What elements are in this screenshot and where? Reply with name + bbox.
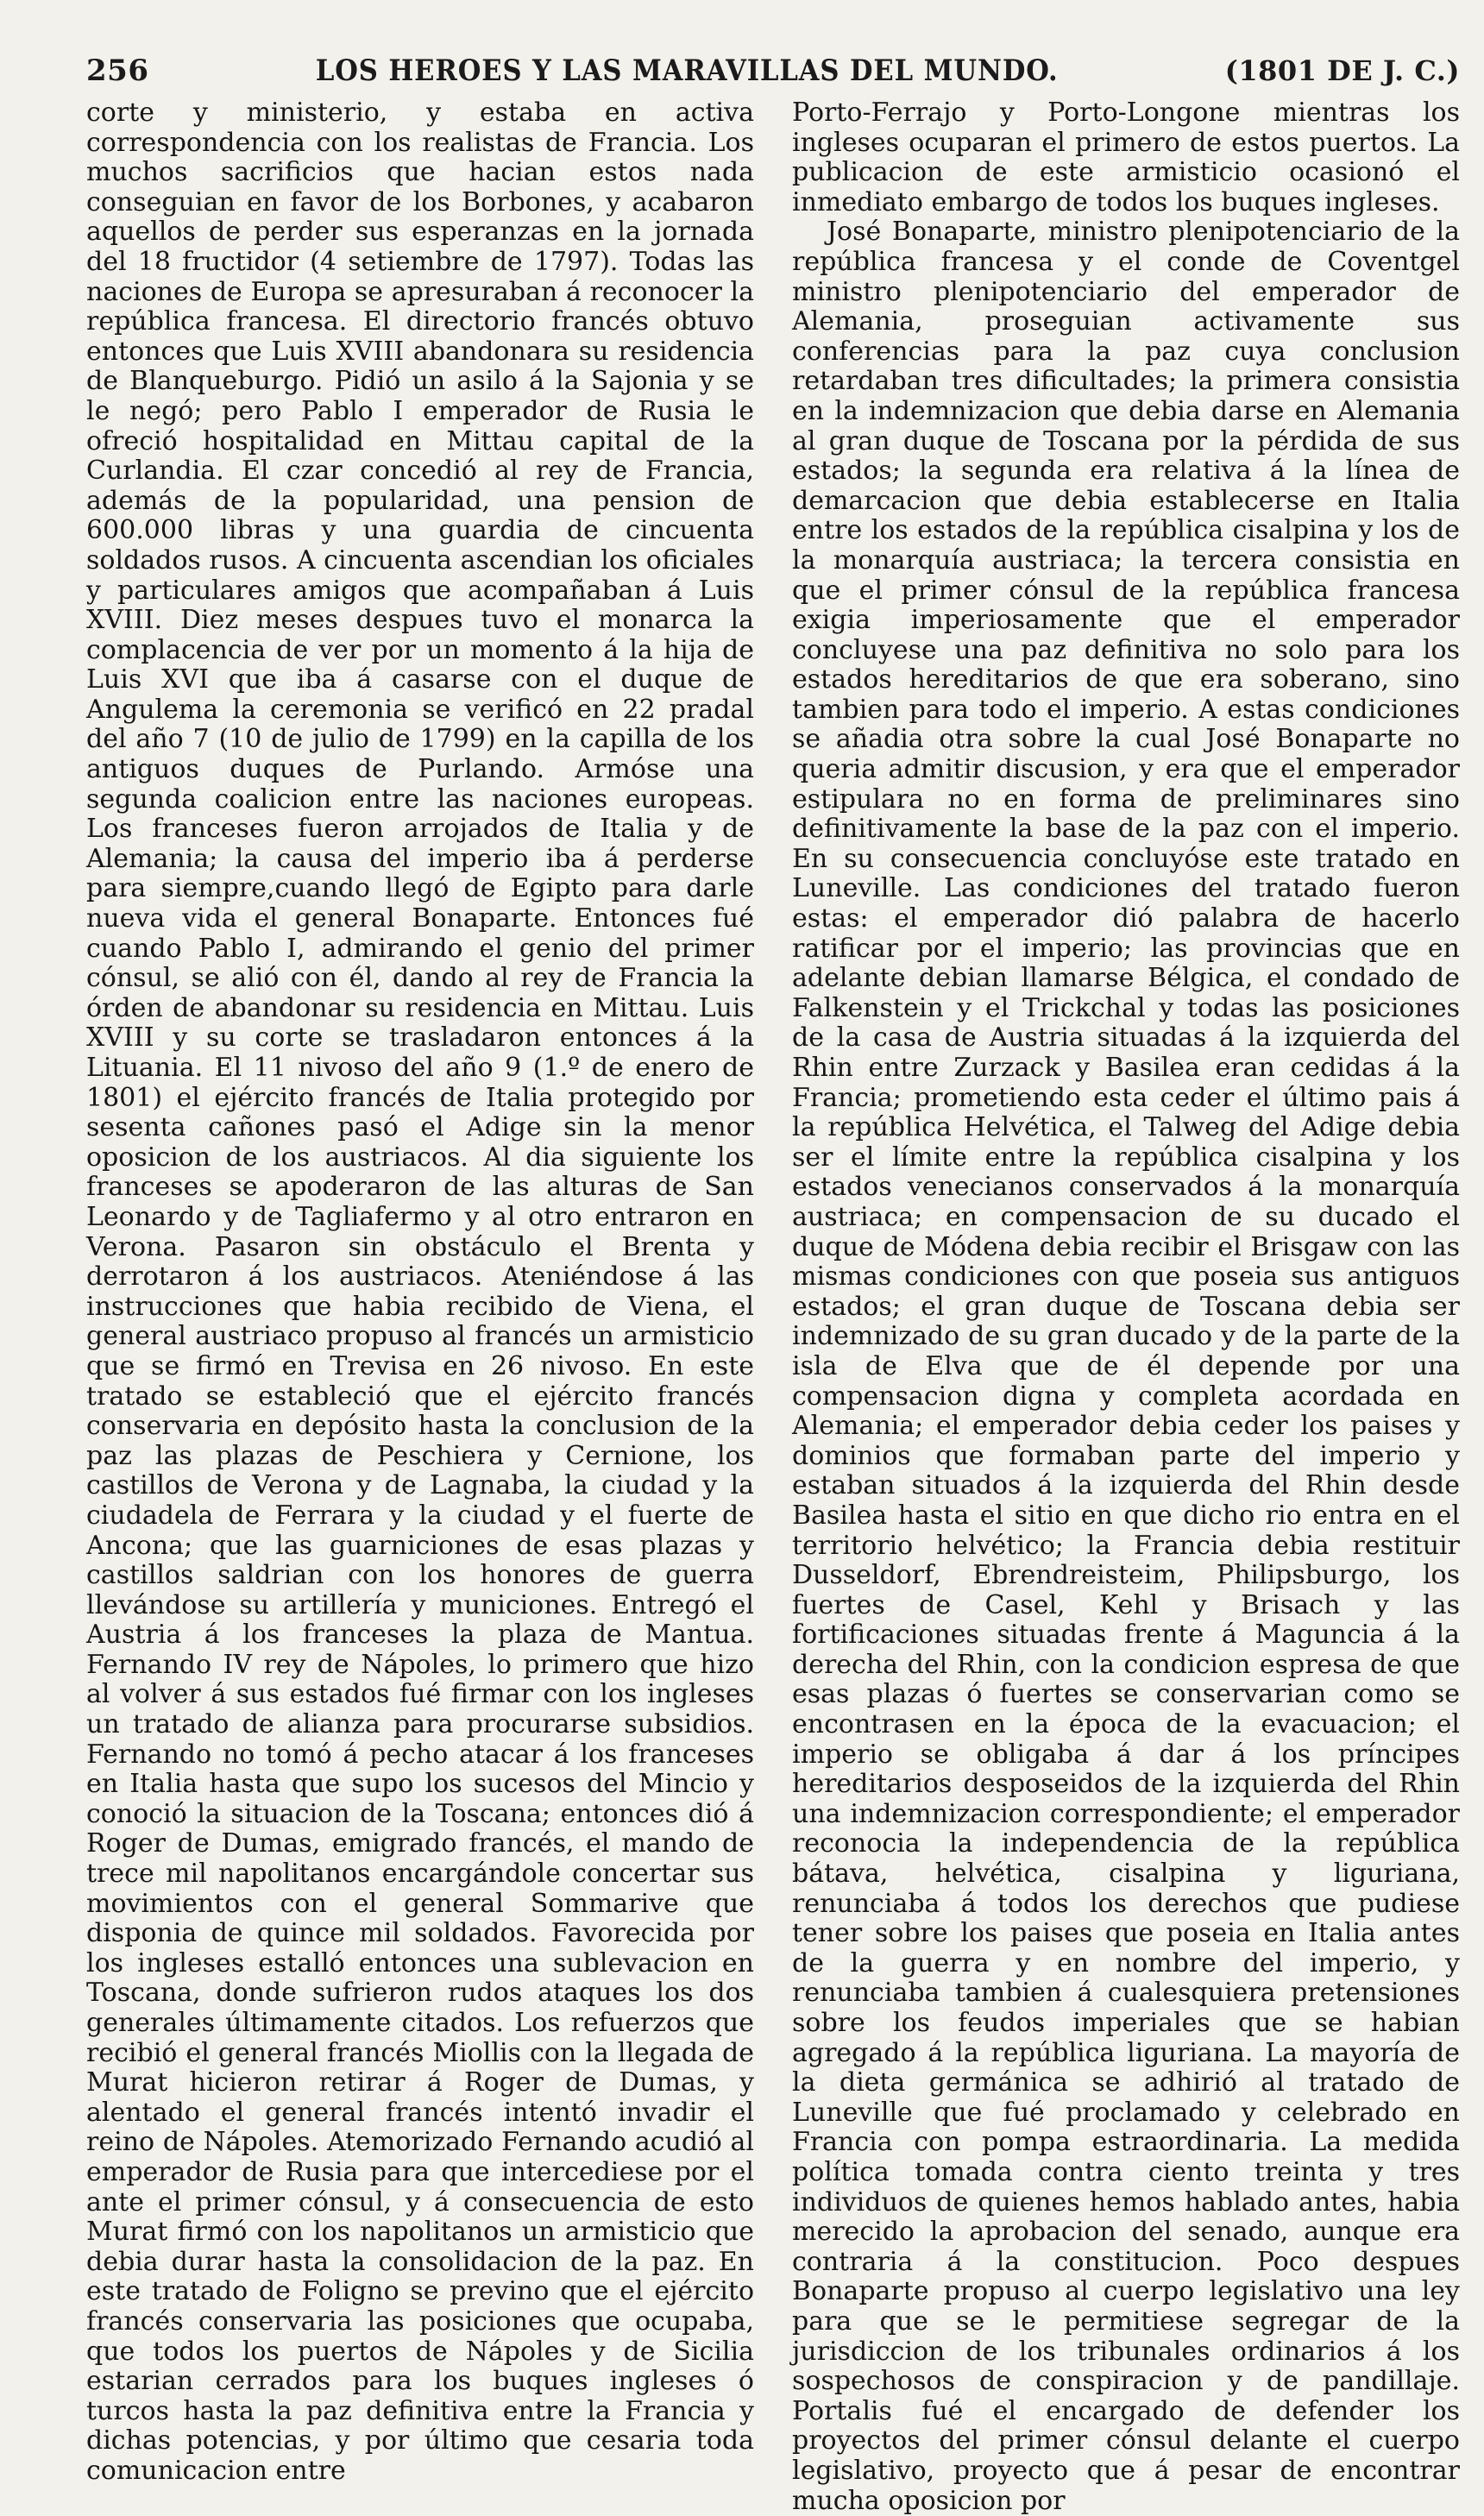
page-header bbox=[86, 53, 1460, 91]
paragraph: corte y ministerio, y estaba en activa correspondencia con los realistas de Francia. Los muchos sacrificios que hacian estos nada conseguian en favor de los Borbones, y acabaron aquellos de perder sus esperanzas en la jornada del 18 fructidor (4 setiembre de 1797). Todas las naciones de Europa se apresuraban á reconocer la república francesa. El directorio francés obtuvo entonces que Luis XVIII abandonara su residencia de Blanqueburgo. Pidió un asilo á la Sajonia y se le negó; pero Pablo I emperador de Rusia le ofreció hospitalidad en Mittau capital de la Curlandia. El czar concedió al rey de Francia, además de la popularidad, una pension de 600.000 libras y una guardia de cincuenta soldados rusos. A cincuenta ascendian los oficiales y particulares amigos que acompañaban á Luis XVIII. Diez meses despues tuvo el monarca la complacencia de ver por un momento á la hija de Luis XVI que iba á casarse con el duque de Angulema la ceremonia se verificó en 22 pradal del año 7 (10 de julio de 1799) en la capilla de los antiguos duques de Purlando. Armóse una segunda coalicion entre las naciones europeas. Los franceses fueron arrojados de Italia y de Alemania; la causa del imperio iba á perderse para siempre,cuando llegó de Egipto para darle nueva vida el general Bonaparte. Entonces fué cuando Pablo I, admirando el genio del primer cónsul, se alió con él, dando al rey de Francia la órden de abandonar su residencia en Mittau. Luis XVIII y su corte se trasladaron entonces á la Lituania. El 11 nivoso del año 9 (1.º de enero de 1801) el ejército francés de Italia protegido por sesenta cañones pasó el Adige sin la menor oposicion de los austriacos. Al dia siguiente los franceses se apoderaron de las alturas de San Leonardo y de Tagliafermo y al otro entraron en Verona. Pasaron sin obstáculo el Brenta y derrotaron á los austriacos. Ateniéndose á las instrucciones que habia recibido de Viena, el general austriaco propuso al francés un armisticio que se firmó en Trevisa en 26 nivoso. En este tratado se estableció que el ejército francés conservaria en depósito hasta la conclusion de la paz las plazas de Peschiera y Cernione, los castillos de Verona y de Lagnaba, la ciudad y la ciudadela de Ferrara y la ciudad y el fuerte de Ancona; que las guarniciones de esas plazas y castillos saldrian con los honores de guerra llevándose su artillería y municiones. Entregó el Austria á los franceses la plaza de Mantua. Fernando IV rey de Nápoles, lo primero que hizo al volver á sus estados fué firmar con los ingleses un tratado de alianza para procurarse subsidios. Fernando no tomó á pecho atacar á los franceses en Italia hasta que supo los sucesos del Mincio y conoció la situacion de la Toscana; entonces dió á Roger de Dumas, emigrado francés, el mando de trece mil napolitanos encargándole concertar sus movimientos con el general Sommarive que disponia de quince mil soldados. Favorecida por los ingleses estalló entonces una sublevacion en Toscana, donde sufrieron rudos ataques los dos generales últimamente citados. Los refuerzos que recibió el general francés Miollis con la llegada de Murat hicieron retirar á Roger de Dumas, y alentado el general francés intentó invadir el reino de Nápoles. Atemorizado Fernando acudió al emperador de Rusia para que intercediese por el ante el primer cónsul, y á consecuencia de esto Murat firmó con los napolitanos un armisticio que debia durar hasta la consolidacion de la paz. En este tratado de Foligno se previno que el ejército francés conservaria las posiciones que ocupaba, que todos los puertos de Nápoles y de Sicilia estarian cerrados para los buques ingleses ó turcos hasta la paz definitiva entre la Francia y dichas potencias, y por último que cesaria toda comunicacion entre bbox=[86, 97, 754, 2486]
page-number: 256 bbox=[86, 53, 149, 88]
paragraph: José Bonaparte, ministro plenipotenciario de la república francesa y el conde de Coventgel ministro plenipotenciario del emperador de Alemania, proseguian activamente sus conferencias para la paz cuya conclusion retardaban tres dificultades; la primera consistia en la indemnizacion que debia darse en Alemania al gran duque de Toscana por la pérdida de sus estados; la segunda era relativa á la línea de demarcacion que debia establecerse en Italia entre los estados de la república cisalpina y los de la monarquía austriaca; la tercera consistia en que el primer cónsul de la república francesa exigia imperiosamente que el emperador concluyese una paz definitiva no solo para los estados hereditarios de que era soberano, sino tambien para todo el imperio. A estas condiciones se añadia otra sobre la cual José Bonaparte no queria admitir discusion, y era que el emperador estipulara no en forma de preliminares sino definitivamente la base de la paz con el imperio. En su consecuencia concluyóse este tratado en Luneville. Las condiciones del tratado fueron estas: el emperador dió palabra de hacerlo ratificar por el imperio; las provincias que en adelante debian llamarse Bélgica, el condado de Falkenstein y el Trickchal y todas las posiciones de la casa de Austria situadas á la izquierda del Rhin entre Zurzack y Basilea eran cedidas á la Francia; prometiendo esta ceder el último pais á la república Helvética, el Talweg del Adige debia ser el límite entre la república cisalpina y los estados venecianos conservados á la monarquía austriaca; en compensacion de su ducado el duque de Módena debia recibir el Brisgaw con las mismas condiciones con que poseia sus antiguos estados; el gran duque de Toscana debia ser indemnizado de su gran ducado y de la parte de la isla de Elva que de él depende por una compensacion digna y completa acordada en Alemania; el emperador debia ceder los paises y dominios que formaban parte del imperio y estaban situados á la izquierda del Rhin desde Basilea hasta el sitio en que dicho rio entra en el territorio helvético; la Francia debia restituir Dusseldorf, Ebrendreisteim, Philipsburgo, los fuertes de Casel, Kehl y Brisach y las fortificaciones situadas frente á Maguncia á la derecha del Rhin, con la condicion espresa de que esas plazas ó fuertes se conservarian como se encontrasen en la época de la evacuacion; el imperio se obligaba á dar á los príncipes hereditarios desposeidos de la izquierda del Rhin una indemnizacion correspondiente; el emperador reconocia la independencia de la república bátava, helvética, cisalpina y liguriana, renunciaba á todos los derechos que pudiese tener sobre los paises que poseia en Italia antes de la guerra y en nombre del imperio, y renunciaba tambien á cualesquiera pretensiones sobre los feudos imperiales que se habian agregado á la república liguriana. La mayoría de la dieta germánica se adhirió al tratado de Luneville que fué proclamado y celebrado en Francia con pompa estraordinaria. La medida política tomada contra ciento treinta y tres individuos de quienes hemos hablado antes, habia merecido la aprobacion del senado, aunque era contraria á la constitucion. Poco despues Bonaparte propuso al cuerpo legislativo una ley para que se le permitiese segregar de la jurisdiccion de los tribunales ordinarios á los sospechosos de conspiracion y de pandillaje. Portalis fué el encargado de defender los proyectos del primer cónsul delante el cuerpo legislativo, proyecto que á pesar de encontrar mucha oposicion por bbox=[792, 217, 1460, 2516]
paragraph: Porto-Ferrajo y Porto-Longone mientras los ingleses ocuparan el primero de estos puertos. La publicacion de este armisticio ocasionó el inmediato embargo de todos los buques ingleses. bbox=[792, 97, 1460, 217]
left-column bbox=[86, 98, 754, 2516]
header-date: (1801 DE J. C.) bbox=[1224, 54, 1460, 87]
right-column bbox=[792, 98, 1460, 2516]
running-title: LOS HEROES Y LAS MARAVILLAS DEL MUNDO. bbox=[315, 53, 1059, 88]
text-columns bbox=[86, 98, 1460, 2516]
